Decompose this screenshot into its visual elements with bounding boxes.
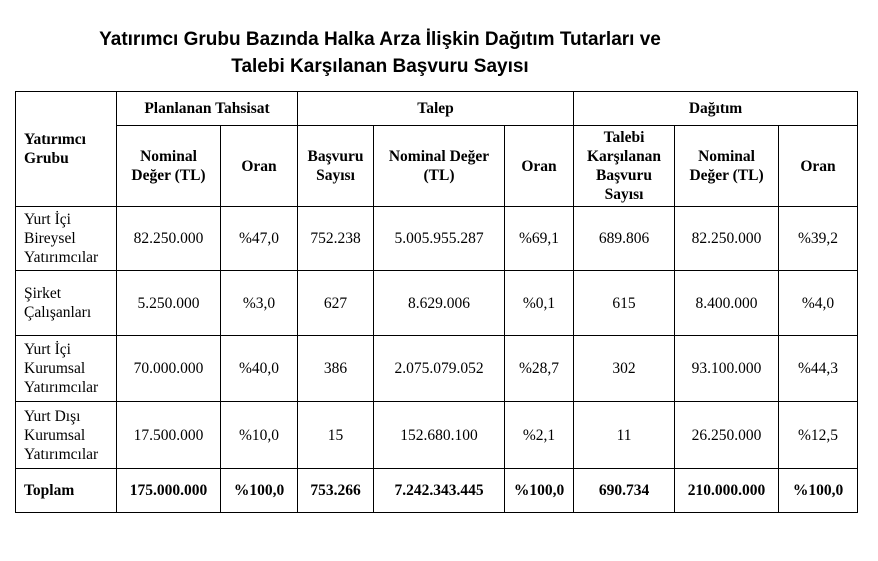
demand-count-cell: 15 bbox=[298, 402, 374, 469]
demand-nominal-cell: 5.005.955.287 bbox=[374, 207, 505, 271]
table-row bbox=[16, 271, 858, 336]
total-distribution-nominal: 210.000.000 bbox=[675, 469, 779, 513]
demand-count-cell: 752.238 bbox=[298, 207, 374, 271]
distribution-count-cell: 302 bbox=[574, 336, 675, 402]
distribution-nominal-header: Nominal Değer (TL) bbox=[675, 126, 779, 207]
row-group-label: Yurt Dışı Kurumsal Yatırımcılar bbox=[16, 402, 117, 469]
title-line-2: Talebi Karşılanan Başvuru Sayısı bbox=[231, 56, 529, 77]
planned-ratio-cell: %40,0 bbox=[221, 336, 298, 402]
row-group-label: Yurt İçi Bireysel Yatırımcılar bbox=[16, 207, 117, 271]
investor-group-header: Yatırımcı Grubu bbox=[16, 92, 117, 207]
demand-count-header: Başvuru Sayısı bbox=[298, 126, 374, 207]
distribution-ratio-cell: %12,5 bbox=[779, 402, 858, 469]
planned-ratio-cell: %10,0 bbox=[221, 402, 298, 469]
total-label: Toplam bbox=[16, 469, 117, 513]
document-title bbox=[0, 26, 760, 80]
total-row bbox=[16, 469, 858, 513]
distribution-ratio-cell: %4,0 bbox=[779, 271, 858, 336]
title-line-1: Yatırımcı Grubu Bazında Halka Arza İlişkin Dağıtım Tutarları ve bbox=[99, 29, 661, 50]
demand-nominal-cell: 152.680.100 bbox=[374, 402, 505, 469]
demand-count-cell: 627 bbox=[298, 271, 374, 336]
distribution-nominal-cell: 93.100.000 bbox=[675, 336, 779, 402]
total-planned-ratio: %100,0 bbox=[221, 469, 298, 513]
planned-ratio-cell: %47,0 bbox=[221, 207, 298, 271]
distribution-count-cell: 615 bbox=[574, 271, 675, 336]
total-demand-count: 753.266 bbox=[298, 469, 374, 513]
distribution-nominal-cell: 8.400.000 bbox=[675, 271, 779, 336]
total-planned-nominal: 175.000.000 bbox=[117, 469, 221, 513]
planned-nominal-cell: 17.500.000 bbox=[117, 402, 221, 469]
total-demand-nominal: 7.242.343.445 bbox=[374, 469, 505, 513]
allocation-table bbox=[15, 91, 858, 513]
row-group-label: Şirket Çalışanları bbox=[16, 271, 117, 336]
total-distribution-ratio: %100,0 bbox=[779, 469, 858, 513]
distribution-nominal-cell: 26.250.000 bbox=[675, 402, 779, 469]
group-header-row bbox=[16, 92, 858, 126]
planned-allocation-header: Planlanan Tahsisat bbox=[117, 92, 298, 126]
demand-nominal-cell: 2.075.079.052 bbox=[374, 336, 505, 402]
planned-nominal-cell: 70.000.000 bbox=[117, 336, 221, 402]
distribution-ratio-header: Oran bbox=[779, 126, 858, 207]
planned-ratio-header: Oran bbox=[221, 126, 298, 207]
subheader-row bbox=[16, 126, 858, 207]
table-row bbox=[16, 336, 858, 402]
demand-ratio-header: Oran bbox=[505, 126, 574, 207]
row-group-label: Yurt İçi Kurumsal Yatırımcılar bbox=[16, 336, 117, 402]
planned-nominal-header: Nominal Değer (TL) bbox=[117, 126, 221, 207]
demand-nominal-cell: 8.629.006 bbox=[374, 271, 505, 336]
demand-count-cell: 386 bbox=[298, 336, 374, 402]
demand-ratio-cell: %2,1 bbox=[505, 402, 574, 469]
demand-header: Talep bbox=[298, 92, 574, 126]
distribution-nominal-cell: 82.250.000 bbox=[675, 207, 779, 271]
table-row bbox=[16, 402, 858, 469]
distribution-count-cell: 689.806 bbox=[574, 207, 675, 271]
table-row bbox=[16, 207, 858, 271]
total-distribution-count: 690.734 bbox=[574, 469, 675, 513]
distribution-header: Dağıtım bbox=[574, 92, 858, 126]
distribution-count-header: Talebi Karşılanan Başvuru Sayısı bbox=[574, 126, 675, 207]
total-demand-ratio: %100,0 bbox=[505, 469, 574, 513]
distribution-count-cell: 11 bbox=[574, 402, 675, 469]
demand-ratio-cell: %69,1 bbox=[505, 207, 574, 271]
planned-ratio-cell: %3,0 bbox=[221, 271, 298, 336]
demand-ratio-cell: %0,1 bbox=[505, 271, 574, 336]
demand-nominal-header: Nominal Değer (TL) bbox=[374, 126, 505, 207]
planned-nominal-cell: 82.250.000 bbox=[117, 207, 221, 271]
demand-ratio-cell: %28,7 bbox=[505, 336, 574, 402]
planned-nominal-cell: 5.250.000 bbox=[117, 271, 221, 336]
distribution-ratio-cell: %39,2 bbox=[779, 207, 858, 271]
distribution-ratio-cell: %44,3 bbox=[779, 336, 858, 402]
